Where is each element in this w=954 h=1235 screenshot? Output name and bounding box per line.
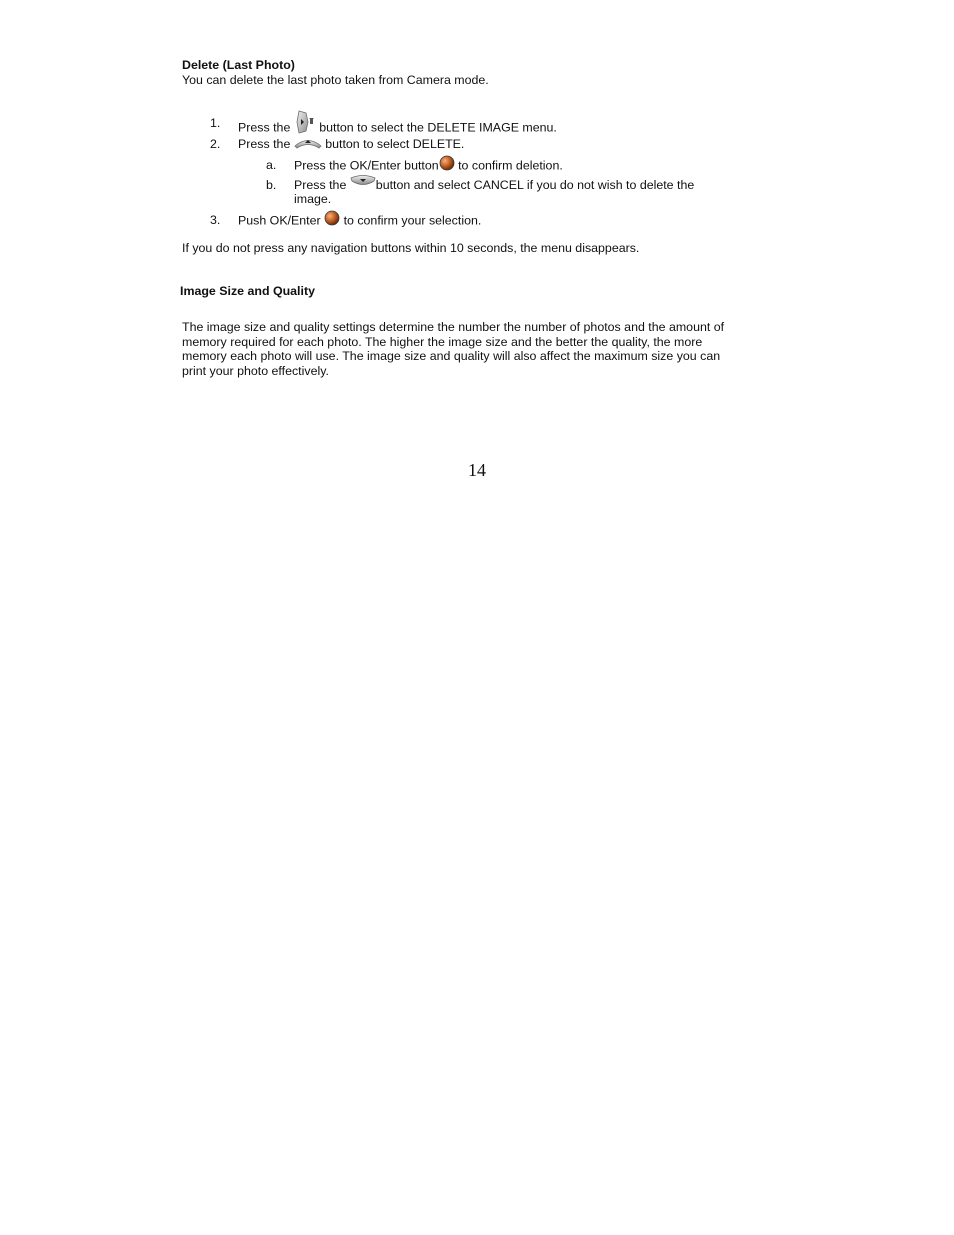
image-size-paragraph: The image size and quality settings determine the number the number of photos and the amount of memory required for each photo. The higher the image size and the better the quality, the more memory each photo will use. The image size and quality will also affect the maximum size you can print your photo effectively. xyxy=(182,320,725,378)
ok-enter-button-icon xyxy=(439,155,455,171)
down-arrow-button-icon xyxy=(350,175,376,189)
up-arrow-button-icon xyxy=(294,135,322,149)
list-item: Press the button to select DELETE. xyxy=(238,137,464,152)
step-number: 1. xyxy=(210,116,221,130)
ok-enter-button-icon xyxy=(324,210,340,226)
step-number: 3. xyxy=(210,213,221,227)
section-title-delete: Delete (Last Photo) xyxy=(182,58,295,72)
list-item: Press the button and select CANCEL if you do not wish to delete the xyxy=(294,178,694,193)
substep-letter: a. xyxy=(266,158,277,172)
section-intro: You can delete the last photo taken from Camera mode. xyxy=(182,73,489,87)
list-item: Press the button to select the DELETE IMAGE menu. xyxy=(238,116,557,140)
list-item-continuation: image. xyxy=(294,192,332,206)
page-number: 14 xyxy=(468,460,486,480)
list-item: Press the OK/Enter button to confirm deletion. xyxy=(294,158,563,174)
step-number: 2. xyxy=(210,137,221,151)
substep-letter: b. xyxy=(266,178,277,192)
playback-delete-button-icon xyxy=(294,110,316,134)
section-title-image-size: Image Size and Quality xyxy=(180,284,315,298)
menu-timeout-note: If you do not press any navigation buttons within 10 seconds, the menu disappears. xyxy=(182,241,640,255)
list-item: Push OK/Enter to confirm your selection. xyxy=(238,213,481,229)
